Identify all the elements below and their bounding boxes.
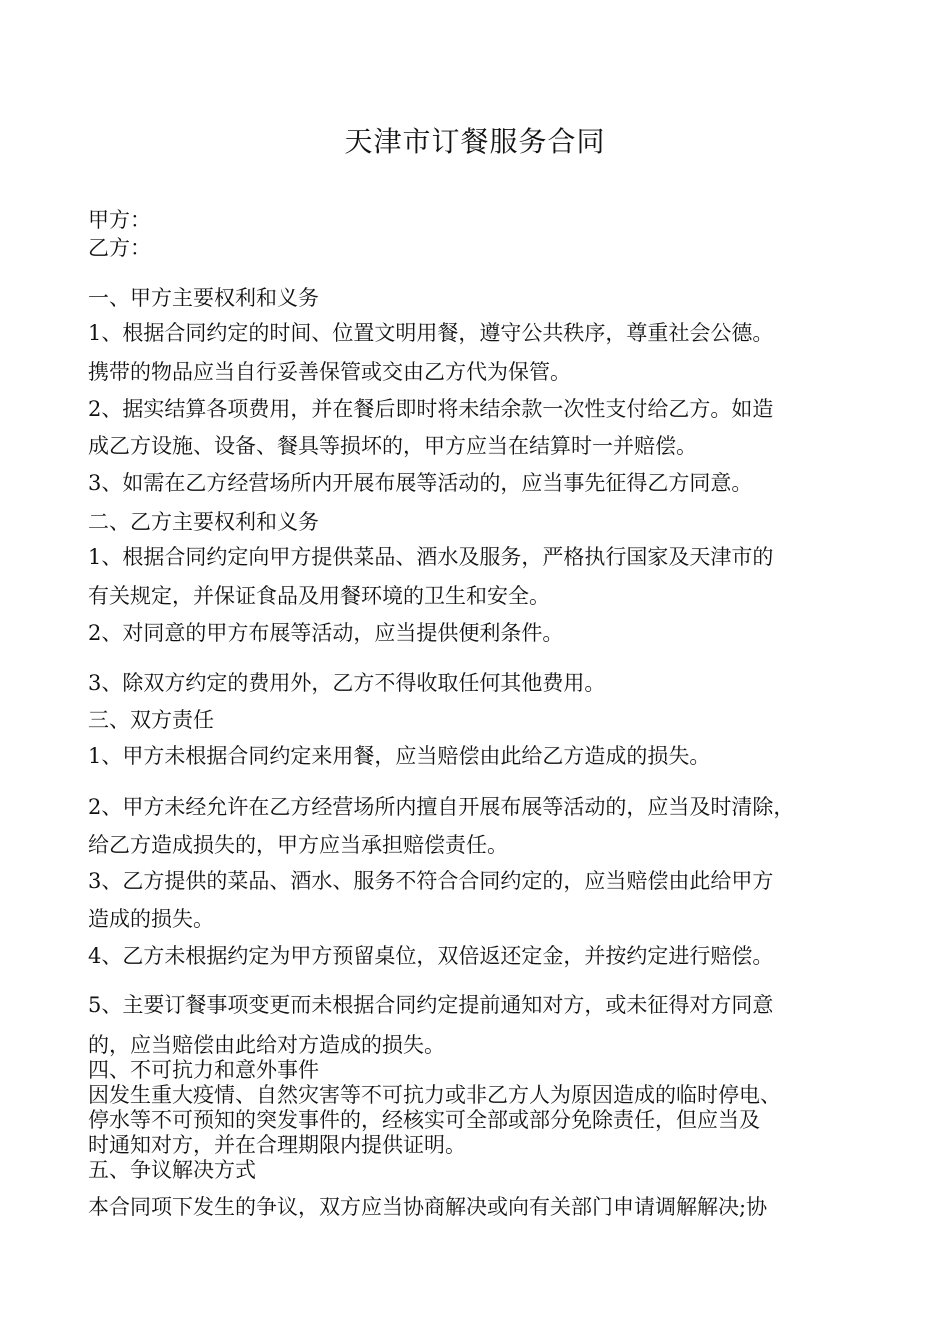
paragraph-line: 3、除双方约定的费用外，乙方不得收取任何其他费用。 [88,671,606,695]
paragraph-line: 有关规定，并保证食品及用餐环境的卫生和安全。 [88,584,550,608]
party-b-label: 乙方： [88,236,151,260]
paragraph-line: 4、乙方未根据约定为甲方预留桌位，双倍返还定金，并按约定进行赔偿。 [88,944,774,968]
section-heading: 四、不可抗力和意外事件 [88,1058,319,1082]
paragraph-line: 3、如需在乙方经营场所内开展布展等活动的，应当事先征得乙方同意。 [88,471,753,495]
paragraph-line: 造成的损失。 [88,907,214,931]
party-a-label: 甲方： [88,208,151,232]
paragraph-line: 3、乙方提供的菜品、酒水、服务不符合合同约定的，应当赔偿由此给甲方 [88,869,774,893]
paragraph-line: 因发生重大疫情、自然灾害等不可抗力或非乙方人为原因造成的临时停电、 [88,1083,781,1107]
paragraph-line: 携带的物品应当自行妥善保管或交由乙方代为保管。 [88,360,571,384]
paragraph-line: 2、甲方未经允许在乙方经营场所内擅自开展布展等活动的，应当及时清除， [88,795,795,819]
section-heading: 二、乙方主要权利和义务 [88,510,319,534]
section-heading: 五、争议解决方式 [88,1158,256,1182]
paragraph-line: 给乙方造成损失的，甲方应当承担赔偿责任。 [88,833,508,857]
paragraph-line: 2、对同意的甲方布展等活动，应当提供便利条件。 [88,621,564,645]
paragraph-line: 时通知对方，并在合理期限内提供证明。 [88,1133,466,1157]
section-heading: 一、甲方主要权利和义务 [88,286,319,310]
paragraph-line: 1、甲方未根据合同约定来用餐，应当赔偿由此给乙方造成的损失。 [88,744,711,768]
document-title: 天津市订餐服务合同 [344,125,606,158]
paragraph-line: 停水等不可预知的突发事件的，经核实可全部或部分免除责任，但应当及 [88,1108,760,1132]
paragraph-line: 5、主要订餐事项变更而未根据合同约定提前通知对方，或未征得对方同意 [88,993,774,1017]
paragraph-line: 本合同项下发生的争议，双方应当协商解决或向有关部门申请调解解决;协 [88,1195,768,1219]
paragraph-line: 成乙方设施、设备、餐具等损坏的，甲方应当在结算时一并赔偿。 [88,434,697,458]
paragraph-line: 1、根据合同约定的时间、位置文明用餐，遵守公共秩序，尊重社会公德。 [88,321,774,345]
paragraph-line: 2、据实结算各项费用，并在餐后即时将未结余款一次性支付给乙方。如造 [88,397,774,421]
paragraph-line: 的，应当赔偿由此给对方造成的损失。 [88,1033,445,1057]
section-heading: 三、双方责任 [88,708,214,732]
paragraph-line: 1、根据合同约定向甲方提供菜品、酒水及服务，严格执行国家及天津市的 [88,545,774,569]
